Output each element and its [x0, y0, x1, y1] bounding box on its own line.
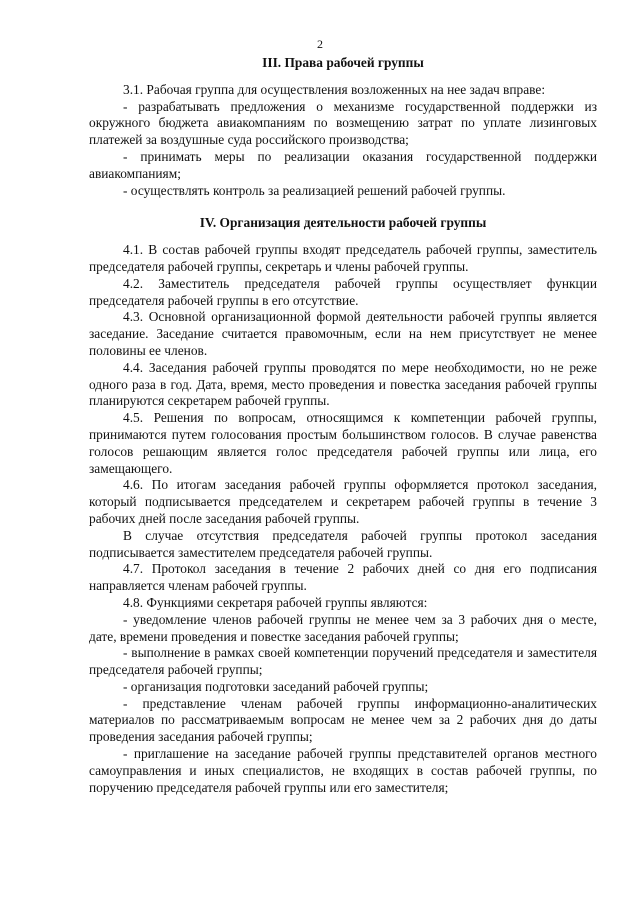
paragraph-4-4: 4.4. Заседания рабочей группы проводятся по мере необходимости, но не реже одного раза в год. Дата, время, место проведения и повестка заседания рабочей группы планируются секретарем рабочей группы.	[89, 359, 597, 409]
section-3-title: III. Права рабочей группы	[262, 55, 424, 70]
paragraph-3-1-item-3: - осуществлять контроль за реализацией решений рабочей группы.	[123, 182, 506, 198]
paragraph-4-8: 4.8. Функциями секретаря рабочей группы являются:	[123, 594, 428, 610]
document-body	[89, 55, 597, 796]
paragraph-4-1: 4.1. В состав рабочей группы входят председатель рабочей группы, заместитель председателя рабочей группы, секретарь и члены рабочей группы.	[89, 242, 597, 274]
paragraph-4-6-continued: В случае отсутствия председателя рабочей группы протокол заседания подписывается заместителем председателя рабочей группы.	[89, 527, 597, 560]
paragraph-4-7: 4.7. Протокол заседания в течение 2 рабочих дней со дня его подписания направляется членам рабочей группы.	[89, 561, 597, 594]
paragraph-4-2: 4.2. Заместитель председателя рабочей группы осуществляет функции председателя рабочей группы в его отсутствие.	[89, 275, 597, 308]
paragraph-4-8-item-4: - представление членам рабочей группы информационно-аналитических материалов по рассматриваемым вопросам не менее чем за 2 рабочих дня до даты проведения заседания рабочей группы;	[89, 695, 597, 745]
paragraph-4-5: 4.5. Решения по вопросам, относящимся к компетенции рабочей группы, принимаются путем голосования простым большинством голосов. В случае равенства голосов решающим является голос председателя рабочей группы или лица, его замещающего.	[89, 410, 597, 476]
paragraph-3-1: 3.1. Рабочая группа для осуществления возложенных на нее задач вправе:	[123, 81, 546, 97]
paragraph-4-8-item-1: - уведомление членов рабочей группы не менее чем за 3 рабочих дня о месте, дате, времени проведения и повестке заседания рабочей группы;	[89, 611, 597, 644]
paragraph-4-3: 4.3. Основной организационной формой деятельности рабочей группы является заседание. Заседание считается правомочным, если на нем присутствует не менее половины ее членов.	[89, 309, 597, 358]
paragraph-4-8-item-3: - организация подготовки заседаний рабочей группы;	[123, 678, 429, 694]
paragraph-4-8-item-5: - приглашение на заседание рабочей группы представителей органов местного самоуправления и иных специалистов, не входящих в состав рабочей группы, по поручению председателя рабочей группы или его заместителя;	[89, 746, 597, 795]
section-4-title: IV. Организация деятельности рабочей группы	[199, 215, 487, 231]
paragraph-4-8-item-2: - выполнение в рамках своей компетенции поручений председателя и заместителя председателя рабочей группы;	[89, 645, 597, 678]
page-number: 2	[317, 37, 323, 51]
paragraph-3-1-item-2: - принимать меры по реализации оказания государственной поддержки авиакомпаниям;	[89, 148, 597, 181]
paragraph-4-6: 4.6. По итогам заседания рабочей группы оформляется протокол заседания, который подписывается председателем и секретарем рабочей группы в течение 3 рабочих дней после заседания рабочей группы.	[89, 477, 597, 526]
paragraph-3-1-item-1: - разрабатывать предложения о механизме государственной поддержки из окружного бюджета авиакомпаниям по возмещению затрат по уплате лизинговых платежей за воздушные суда российского производства;	[89, 98, 597, 148]
